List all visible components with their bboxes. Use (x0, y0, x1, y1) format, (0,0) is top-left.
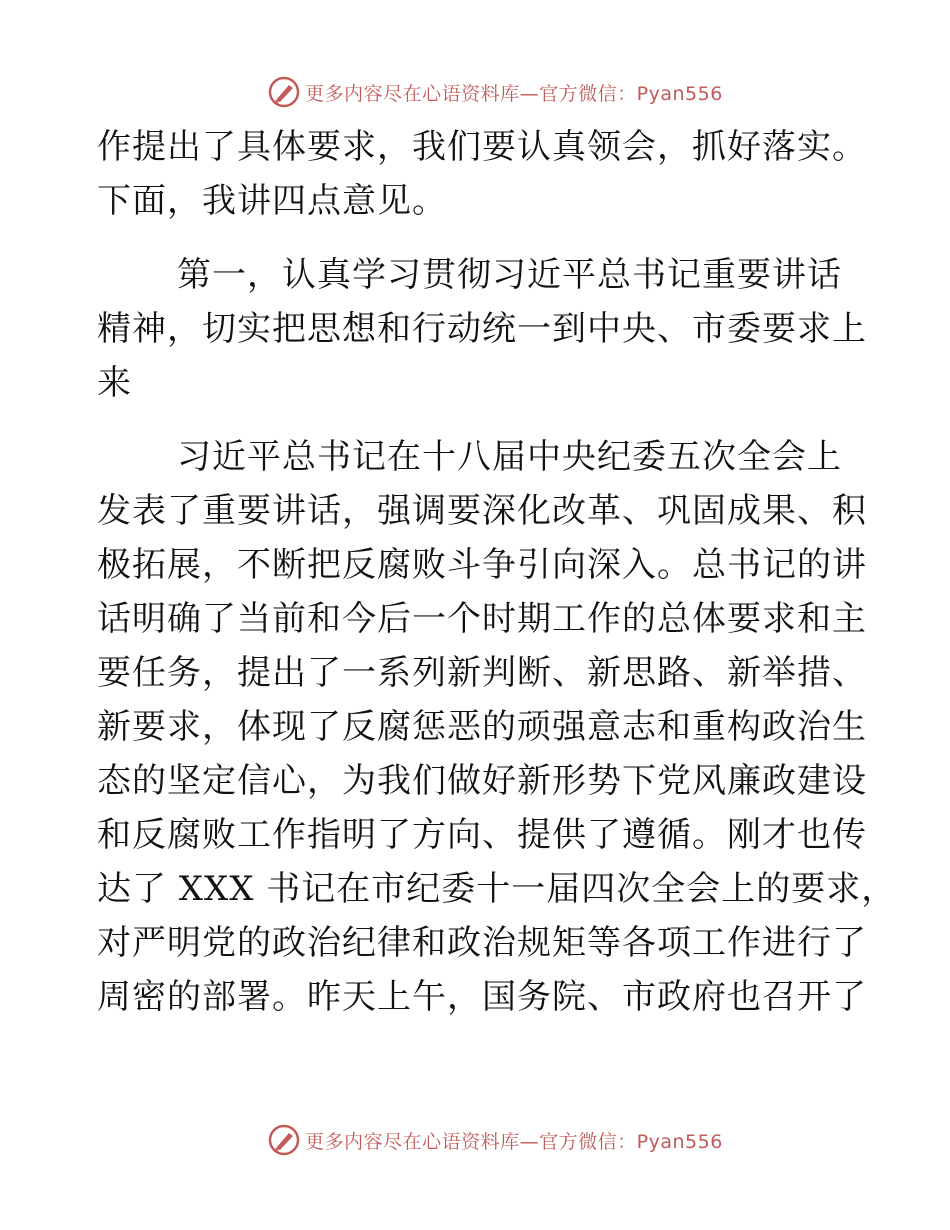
text-line: 要任务，提出了一系列新判断、新思路、新举措、 (97, 653, 867, 693)
text-line: 周密的部署。昨天上午，国务院、市政府也召开了 (97, 977, 867, 1017)
text-line: 发表了重要讲话，强调要深化改革、巩固成果、积 (97, 491, 867, 531)
watermark-text: 更多内容尽在心语资料库—官方微信：Pyan556 (305, 82, 723, 105)
section-heading (97, 248, 867, 410)
text-line: 态的坚定信心，为我们做好新形势下党风廉政建设 (97, 761, 867, 801)
text-line: 话明确了当前和今后一个时期工作的总体要求和主 (97, 599, 867, 639)
text-line: 对严明党的政治纪律和政治规矩等各项工作进行了 (97, 923, 867, 963)
footer-watermark (0, 1120, 950, 1160)
text-line: 精神，切实把思想和行动统一到中央、市委要求上 (97, 309, 867, 349)
text-line: 新要求，体现了反腐惩恶的顽强意志和重构政治生 (97, 707, 867, 747)
header-watermark (0, 72, 950, 112)
pen-logo-icon (267, 75, 301, 109)
text-line: 达了 XXX 书记在市纪委十一届四次全会上的要求， (97, 869, 897, 909)
watermark-text: 更多内容尽在心语资料库—官方微信：Pyan556 (305, 1130, 723, 1153)
text-line: 来 (97, 363, 132, 403)
text-line: 下面，我讲四点意见。 (97, 181, 447, 221)
text-line: 和反腐败工作指明了方向、提供了遵循。刚才也传 (97, 815, 867, 855)
text-line: 作提出了具体要求，我们要认真领会，抓好落实。 (97, 127, 867, 167)
pen-logo-icon (267, 1123, 301, 1157)
paragraph (97, 120, 867, 228)
paragraph (97, 430, 897, 1024)
text-line: 极拓展，不断把反腐败斗争引向深入。总书记的讲 (97, 545, 867, 585)
text-line: 习近平总书记在十八届中央纪委五次全会上 (177, 437, 842, 477)
text-line: 第一，认真学习贯彻习近平总书记重要讲话 (177, 255, 842, 295)
document-body (97, 120, 897, 1024)
